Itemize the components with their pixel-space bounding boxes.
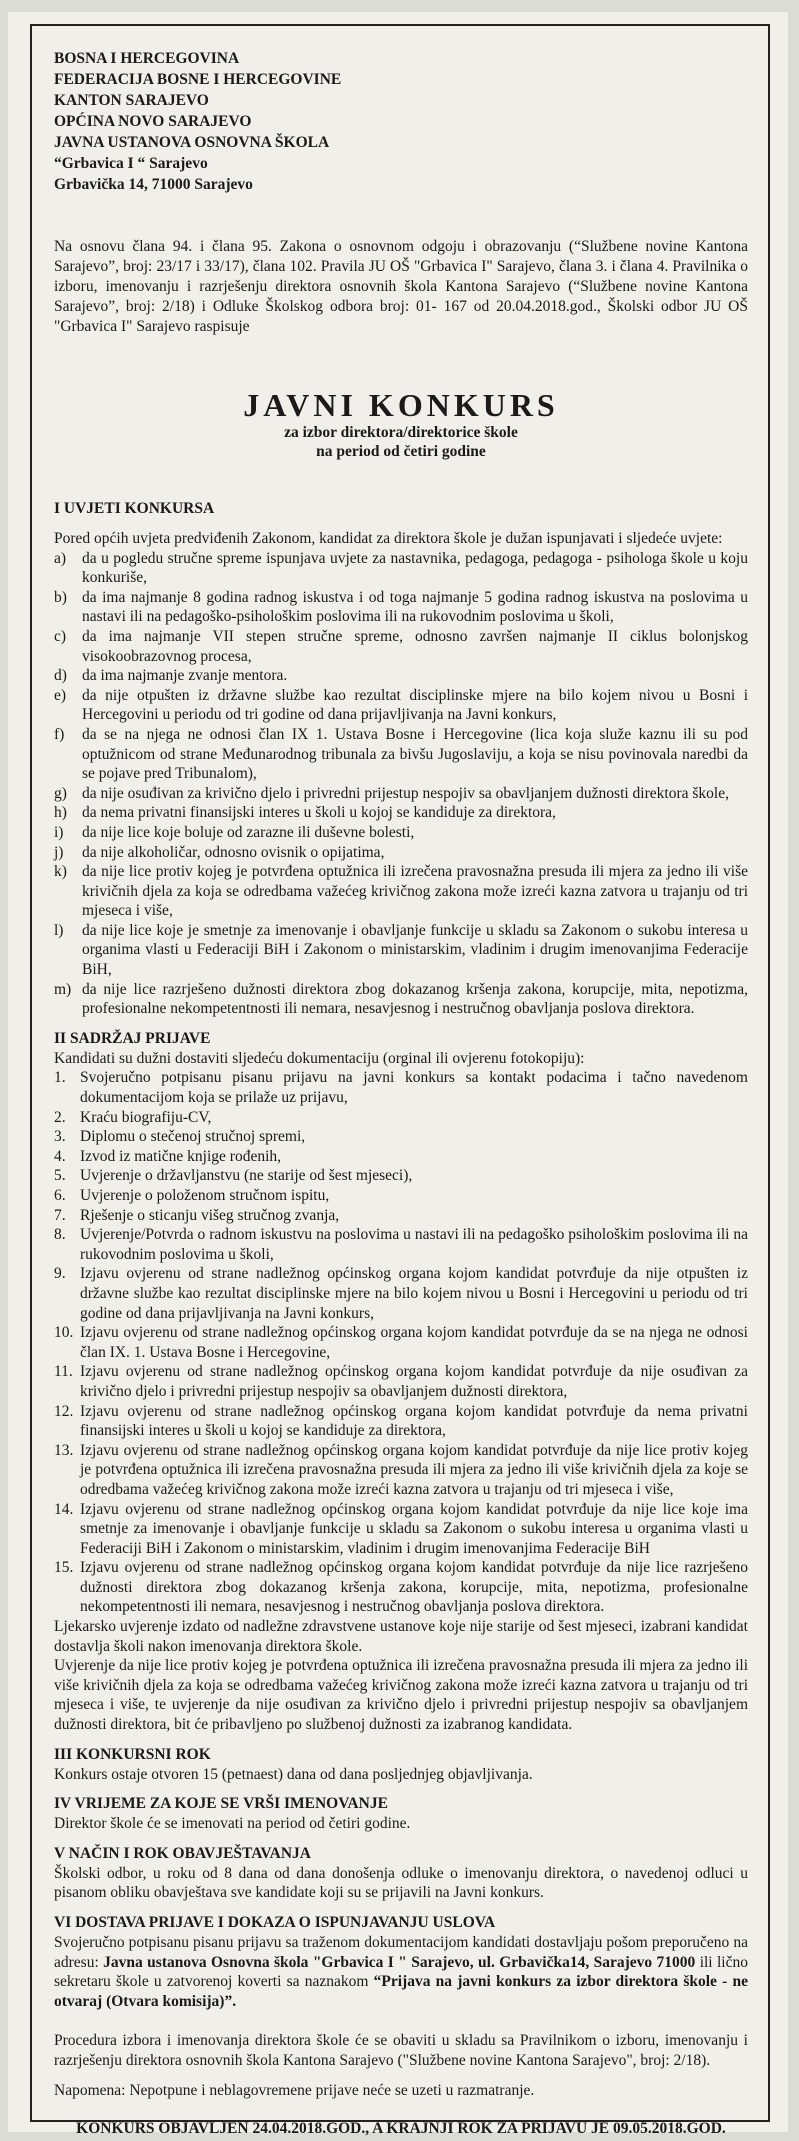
section-heading: II SADRŽAJ PRIJAVE [54, 1029, 211, 1047]
list-text: da ima najmanje zvanje mentora. [82, 667, 288, 685]
document-subtitle: za izbor direktora/direktorice škole [284, 424, 518, 441]
list-item [54, 1264, 748, 1323]
list-text: da nije lice razrješeno dužnosti direktora zbog dokazanog kršenja zakona, korupcije, mita, nepotizma, profesionalne nekompetentnosti ili nemara, nesavjesnog i nestručnog obavljanja poslova direktora. [82, 980, 748, 1018]
list-item [54, 803, 748, 823]
section-heading: IV VRIJEME ZA KOJE SE VRŠI IMENOVANJE [54, 1795, 388, 1813]
header-line: KANTON SARAJEVO [54, 92, 209, 109]
list-text: Uvjerenje/Potvrda o radnom iskustvu na poslovima u nastavi ili na pedagoško psihološkim poslovima ili na rukovodnim poslovima u školi, [80, 1226, 748, 1263]
bold-address: Javna ustanova Osnovna škola "Grbavica I " Sarajevo, ul. Grbavička14, Sarajevo 71000 [103, 1953, 696, 1971]
list-item [54, 549, 748, 588]
list-marker: c) [54, 627, 67, 645]
bold-envelope-label: “Prijava na javni konkurs za izbor direktora škole - ne otvaraj (Otvara komisija)”. [54, 1973, 748, 2010]
list-text: Izjavu ovjerenu od strane nadležnog općinskog organa kojom kandidat potvrđuje da se na njega ne odnosi član IX. 1. Ustava Bosne i Hercegovine, [80, 1324, 748, 1361]
documents-list [54, 1068, 748, 1617]
list-item [54, 725, 748, 784]
list-marker: f) [54, 725, 65, 743]
body-paragraph: Ljekarsko uvjerenje izdato od nadležne zdravstvene ustanove koje nije starije od šest mjeseci, izabrani kandidat dostavlja školi nakon imenovanja direktora škole. [54, 1618, 748, 1655]
section-heading: I UVJETI KONKURSA [54, 500, 215, 517]
list-marker: 12. [54, 1402, 74, 1420]
procedure-paragraph: Procedura izbora i imenovanja direktora škole će se obaviti u skladu sa Pravilnikom o izboru, imenovanju i razrješenju direktora osnovnih škola Kantona Sarajevo ("Službene novine Kantona Sarajevo", broj: 2/18). [54, 2032, 748, 2069]
list-text: Izvod iz matične knjige rođenih, [80, 1147, 282, 1165]
list-text: Kraću biografiju-CV, [80, 1108, 212, 1126]
list-marker: 4. [54, 1147, 66, 1165]
list-item [54, 1108, 748, 1128]
list-marker: 7. [54, 1206, 66, 1224]
institution-header [54, 48, 748, 195]
body-paragraph: Školski odbor, u roku od 8 dana od dana donošenja odluke o imenovanju direktora, o navedenoj odluci u pisanom obliku obavještava sve kandidate koji su se prijavili na Javni konkurs. [54, 1864, 748, 1902]
list-item [54, 1186, 748, 1206]
list-text: Izjavu ovjerenu od strane nadležnog općinskog organa kojom kandidat potvrđuje da nije lice protiv kojeg je potvrđena optužnica ili izrečena pravosnažna presuda ili mjera za jedno ili više krivičnih djela za koje se odredbama važećeg krivičnog zakona može izreći kazna zatvora u trajanju od tri mjeseca i više, [80, 1441, 748, 1498]
submission-paragraph [54, 1933, 748, 2011]
header-line: JAVNA USTANOVA OSNOVNA ŠKOLA [54, 134, 330, 151]
list-marker: 14. [54, 1500, 74, 1518]
list-marker: e) [54, 686, 67, 704]
list-item [54, 1225, 748, 1264]
list-text: da nema privatni finansijski interes u školi u kojoj se kandiduje za direktora, [82, 804, 556, 822]
publication-footer: KONKURS OBJAVLJEN 24.04.2018.GOD., A KRAJNJI ROK ZA PRIJAVU JE 09.05.2018.GOD. [76, 2120, 726, 2138]
list-marker: 13. [54, 1441, 74, 1459]
list-text: da nije osuđivan za krivično djelo i privredni prijestup nespojiv sa obavljanjem dužnosti direktora škole, [82, 784, 729, 802]
list-text: Uvjerenje o državljanstvu (ne starije od šest mjeseci), [80, 1167, 413, 1185]
list-item [54, 1441, 748, 1500]
list-item [54, 666, 748, 686]
list-marker: 6. [54, 1187, 66, 1204]
list-item [54, 686, 748, 725]
legal-basis-paragraph: Na osnovu člana 94. i člana 95. Zakona o osnovnom odgoju i obrazovanju (“Službene novine Kantona Sarajevo”, broj: 23/17 i 33/17), člana 102. Pravila JU OŠ "Grbavica I" Sarajevo, člana 3. i člana 4. Pravilnika o izboru, imenovanju i razrješenju direktora osnovnih škola Kantona Sarajevo (“Službene novine Kantona Sarajevo”, broj: 2/18) i Odluke Školskog odbora broj: 01- 167 od 20.04.2018.god., Školski odbor JU OŠ "Grbavica I" Sarajevo raspisuje [54, 238, 748, 335]
list-text: da se na njega ne odnosi član IX 1. Ustava Bosne i Hercegovine (lica koja služe kaznu ili su pod optužnicom od strane Međunarodnog tribunala za bivšu Jugoslaviju, a koja se nisu povinovala naredbi da se pojave pred Tribunalom), [82, 725, 748, 783]
list-text: da nije alkoholičar, odnosno ovisnik o opijatima, [82, 843, 385, 861]
list-marker: 8. [54, 1226, 66, 1244]
list-item [54, 1500, 748, 1559]
section-heading: V NAČIN I ROK OBAVJEŠTAVANJA [54, 1844, 311, 1862]
list-item [54, 980, 748, 1019]
newspaper-page [8, 12, 788, 2138]
body-paragraph: Konkurs ostaje otvoren 15 (petnaest) dana od dana posljednjeg objavljivanja. [54, 1765, 533, 1783]
header-line: Grbavička 14, 71000 Sarajevo [54, 176, 253, 193]
list-marker: a) [54, 549, 67, 567]
list-item [54, 843, 748, 863]
list-item [54, 1147, 748, 1167]
list-marker: d) [54, 667, 67, 685]
list-marker: k) [54, 863, 67, 881]
list-text: Izjavu ovjerenu od strane nadležnog općinskog organa kojom kandidat potvrđuje da nije otpušten iz državne službe kao rezultat disciplinske mjere na bilo kojem nivou u Bosni i Hercegovini u periodu od tri godine od dana prijavljivanja na Javni konkurs, [80, 1265, 748, 1322]
text-run: ili lično sekretaru škole u zatvorenoj koverti sa naznakom [54, 1953, 748, 1991]
list-marker: 15. [54, 1559, 74, 1577]
list-text: da u pogledu stručne spreme ispunjava uvjete za nastavnika, pedagoga, pedagoga - psihologa škole u koju konkuriše, [82, 549, 748, 587]
list-marker: m) [54, 980, 72, 998]
section-heading: III KONKURSNI ROK [54, 1745, 211, 1763]
header-line: FEDERACIJA BOSNE I HERCEGOVINE [54, 71, 342, 88]
list-text: Izjavu ovjerenu od strane nadležnog općinskog organa kojom kandidat potvrđuje da nije osuđivan za krivično djelo i privredni prijestup nespojiv sa obavljanjem dužnosti direktora, [80, 1363, 748, 1400]
list-marker: 3. [54, 1128, 66, 1146]
list-text: Diplomu o stečenoj stručnoj spremi, [80, 1128, 306, 1146]
section-lead: Kandidati su dužni dostaviti sljedeću dokumentaciju (orginal ili ovjerenu fotokopiju): [54, 1049, 585, 1067]
list-item [54, 1362, 748, 1401]
list-item [54, 784, 748, 804]
list-text: da nije lice koje je smetnje za imenovanje i obavljanje funkcije u skladu sa Zakonom o sukobu interesa u organima vlasti u Federaciji BiH i Zakonom o ministarskim, vladinim i drugim imenovanjima Federacije BiH, [82, 921, 748, 979]
section-heading: VI DOSTAVA PRIJAVE I DOKAZA O ISPUNJAVANJU USLOVA [54, 1914, 496, 1931]
header-line: OPĆINA NOVO SARAJEVO [54, 113, 252, 130]
list-marker: 1. [54, 1069, 66, 1087]
list-text: Izjavu ovjerenu od strane nadležnog općinskog organa kojom kandidat potvrđuje da nije lice razrješeno dužnosti direktora zbog dokazanog kršenja zakona, korupcije, mita, nepotizma, profesionalne nekompetentnosti ili nemara, nesavjesnog i nestručnog obavljanja poslova direktora. [80, 1559, 748, 1616]
document-subtitle: na period od četiri godine [316, 443, 486, 460]
list-item [54, 1068, 748, 1107]
list-marker: 9. [54, 1265, 66, 1283]
note-paragraph: Napomena: Nepotpune i neblagovremene prijave neće se uzeti u razmatranje. [54, 2081, 535, 2099]
list-item [54, 1166, 748, 1186]
header-line: BOSNA I HERCEGOVINA [54, 50, 240, 67]
list-text: Svojeručno potpisanu pisanu prijavu na javni konkurs sa kontakt podacima i tačno navedenom dokumentacijom koja se prilaže uz prijavu, [80, 1069, 748, 1107]
conditions-list [54, 549, 748, 1019]
list-text: da nije otpušten iz državne službe kao rezultat disciplinske mjere na bilo kojem nivou u Bosni i Hercegovini u periodu od tri godine od dana prijavljivanja na Javni konkurs, [82, 686, 748, 724]
list-item [54, 1127, 748, 1147]
notice-box [30, 24, 770, 2138]
text-run: Svojeručno potpisanu pisanu prijavu sa traženom dokumentacijom kandidati dostavljaju pošom preporučeno na adresu: [54, 1934, 748, 1971]
list-marker: 10. [54, 1324, 74, 1342]
document-title: JAVNI KONKURS [243, 387, 559, 423]
list-item [54, 1558, 748, 1617]
list-item [54, 1206, 748, 1226]
list-text: Uvjerenje o položenom stručnom ispitu, [80, 1187, 330, 1204]
list-text: Izjavu ovjerenu od strane nadležnog općinskog organa kojom kandidat potvrđuje da nema privatni finansijski interes u školi u kojoj se kandiduje za direktora, [80, 1402, 748, 1440]
list-item [54, 627, 748, 666]
list-marker: 2. [54, 1108, 66, 1126]
list-text: da nije lice koje boluje od zarazne ili duševne bolesti, [82, 823, 415, 841]
list-item [54, 1323, 748, 1362]
list-marker: 11. [54, 1363, 73, 1381]
list-marker: h) [54, 804, 67, 822]
list-marker: i) [54, 823, 64, 841]
section-lead: Pored općih uvjeta predviđenih Zakonom, kandidat za direktora škole je dužan ispunjavati i sljedeće uvjete: [54, 530, 723, 547]
list-item [54, 588, 748, 627]
list-item [54, 921, 748, 980]
body-paragraph: Direktor škole će se imenovati na period od četiri godine. [54, 1815, 411, 1833]
list-marker: b) [54, 588, 67, 606]
list-marker: l) [54, 921, 64, 939]
list-item [54, 1402, 748, 1441]
header-line: “Grbavica I “ Sarajevo [54, 155, 208, 172]
list-text: Rješenje o sticanju višeg stručnog zvanja, [80, 1206, 340, 1224]
list-marker: 5. [54, 1167, 66, 1185]
list-text: da ima najmanje 8 godina radnog iskustva i od toga najmanje 5 godina radnog iskustva na poslovima u nastavi ili na pedagoško-psihološkim poslovima ili na rukovodnim poslovima u školi, [82, 588, 748, 626]
list-marker: g) [54, 784, 67, 802]
list-item [54, 823, 748, 843]
list-text: Izjavu ovjerenu od strane nadležnog općinskog organa kojom kandidat potvrđuje da nije lice koje ima smetnje za imenovanje i obavljanje funkcije u skladu sa Zakonom o sukobu interesa u organima vlasti u Federaciji BiH i Zakonom o ministarskim, vladinim i drugim imenovanjima Federacije BiH [80, 1500, 748, 1557]
body-paragraph: Uvjerenje da nije lice protiv kojeg je potvrđena optužnica ili izrečena pravosnažna presuda ili mjera za jedno ili više krivičnih djela za koja se odredbama važećeg krivičnog zakona može izreći kazna zatvora u trajanju od tri mjeseca i više, te uvjerenje da nije osuđivan za krivično djelo i privredni prijestup nespojiv sa obavljanjem dužnosti direktora, bit će pribavljeno po službenoj dužnosti za izabranog kandidata. [54, 1657, 748, 1734]
list-text: da ima najmanje VII stepen stručne spreme, odnosno završen najmanje II ciklus bolonjskog visokoobrazovnog procesa, [82, 627, 748, 665]
list-item [54, 862, 748, 921]
list-text: da nije lice protiv kojeg je potvrđena optužnica ili izrečena pravosnažna presuda ili mjera za jedno ili više krivičnih djela za koja se odredbama važećeg krivičnog zakona može izreći kazna zatvora u trajanju od tri mjeseca i više, [82, 863, 748, 920]
list-marker: j) [54, 843, 64, 861]
